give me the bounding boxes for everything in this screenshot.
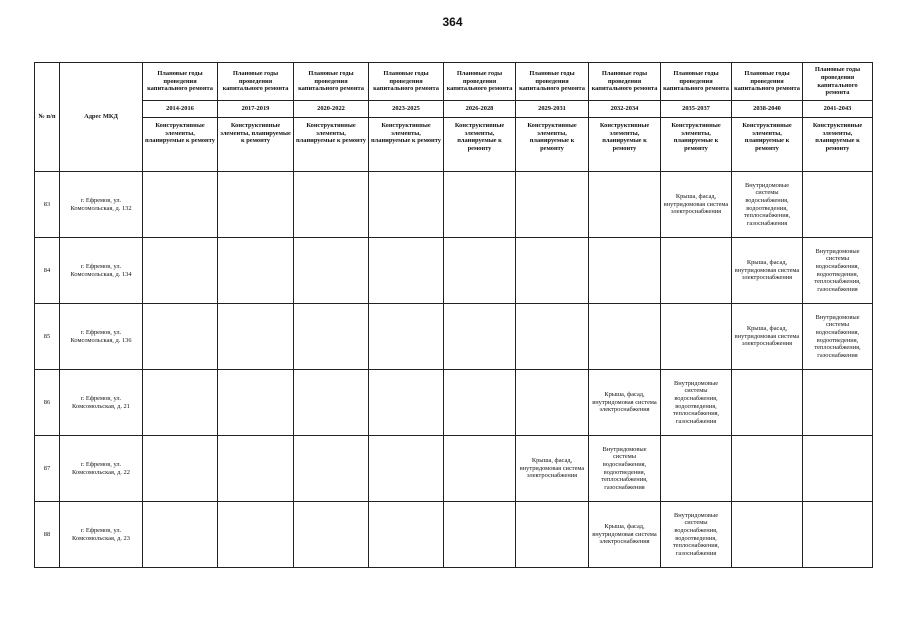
plan-cell [803, 502, 873, 568]
header-period: 2038-2040 [732, 101, 803, 118]
plan-cell [444, 238, 516, 304]
row-number: 85 [35, 304, 60, 370]
row-number: 83 [35, 172, 60, 238]
plan-cell [444, 304, 516, 370]
plan-cell: Крыша, фасад, внутридомовая система электроснабжения [589, 502, 661, 568]
header-years-label: Плановые годы проведения капитального ремонта [732, 63, 803, 101]
header-row-elements [35, 118, 873, 172]
plan-cell [589, 172, 661, 238]
plan-cell [218, 172, 294, 238]
header-period: 2041-2043 [803, 101, 873, 118]
row-address: г. Ефремов, ул. Комсомольская, д. 22 [60, 436, 143, 502]
header-period: 2026-2028 [444, 101, 516, 118]
table-row [35, 172, 873, 238]
plan-cell [218, 502, 294, 568]
plan-cell [143, 502, 218, 568]
plan-cell [218, 238, 294, 304]
plan-cell [516, 502, 589, 568]
plan-cell: Внутридомовые системы водоснабжения, водоотведения, теплоснабжения, газоснабжения [661, 370, 732, 436]
plan-cell [444, 436, 516, 502]
plan-cell [218, 370, 294, 436]
row-number: 84 [35, 238, 60, 304]
header-elements: Конструктивные элементы, планируемые к ремонту [294, 118, 369, 172]
row-number: 87 [35, 436, 60, 502]
header-years-label: Плановые годы проведения капитального ремонта [444, 63, 516, 101]
plan-cell [294, 304, 369, 370]
table-row [35, 436, 873, 502]
plan-cell [369, 436, 444, 502]
row-address: г. Ефремов, ул. Комсомольская, д. 132 [60, 172, 143, 238]
plan-cell [661, 304, 732, 370]
plan-cell [143, 436, 218, 502]
row-number: 86 [35, 370, 60, 436]
table-row [35, 502, 873, 568]
header-period: 2023-2025 [369, 101, 444, 118]
header-elements: Конструктивные элементы, планируемые к ремонту [143, 118, 218, 172]
header-years-label: Плановые годы проведения капитального ремонта [589, 63, 661, 101]
plan-cell [589, 238, 661, 304]
row-address: г. Ефремов, ул. Комсомольская, д. 134 [60, 238, 143, 304]
header-address: Адрес МКД [60, 63, 143, 172]
plan-cell [143, 304, 218, 370]
table-row [35, 370, 873, 436]
header-num: № п/п [35, 63, 60, 172]
plan-cell [803, 436, 873, 502]
plan-cell [589, 304, 661, 370]
plan-cell [218, 436, 294, 502]
header-period: 2014-2016 [143, 101, 218, 118]
plan-cell: Крыша, фасад, внутридомовая система электроснабжения [732, 238, 803, 304]
header-period: 2032-2034 [589, 101, 661, 118]
header-elements: Конструктивные элементы, планируемые к ремонту [444, 118, 516, 172]
plan-cell [661, 238, 732, 304]
row-number: 88 [35, 502, 60, 568]
plan-cell [369, 502, 444, 568]
plan-cell: Внутридомовые системы водоснабжения, водоотведения, теплоснабжения, газоснабжения [732, 172, 803, 238]
header-row-periods [35, 101, 873, 118]
header-elements: Конструктивные элементы, планируемые к ремонту [516, 118, 589, 172]
plan-cell [516, 172, 589, 238]
header-elements: Конструктивные элементы, планируемые к ремонту [589, 118, 661, 172]
header-period: 2020-2022 [294, 101, 369, 118]
header-elements: Конструктивные элементы, планируемые к ремонту [732, 118, 803, 172]
row-address: г. Ефремов, ул. Комсомольская, д. 136 [60, 304, 143, 370]
header-years-label: Плановые годы проведения капитального ремонта [369, 63, 444, 101]
plan-cell: Крыша, фасад, внутридомовая система электроснабжения [661, 172, 732, 238]
table-row [35, 304, 873, 370]
plan-cell [294, 502, 369, 568]
plan-cell [294, 172, 369, 238]
table-row [35, 238, 873, 304]
plan-cell: Внутридомовые системы водоснабжения, водоотведения, теплоснабжения, газоснабжения [803, 238, 873, 304]
capital-repair-plan-table [34, 62, 873, 568]
plan-cell [444, 502, 516, 568]
page-number: 364 [442, 15, 463, 29]
header-period: 2017-2019 [218, 101, 294, 118]
header-years-label: Плановые годы проведения капитального ремонта [803, 63, 873, 101]
plan-cell [218, 304, 294, 370]
header-years-label: Плановые годы проведения капитального ремонта [294, 63, 369, 101]
header-years-label: Плановые годы проведения капитального ремонта [218, 63, 294, 101]
header-elements: Конструктивные элементы, планируемые к ремонту [661, 118, 732, 172]
plan-cell [732, 370, 803, 436]
plan-cell [516, 304, 589, 370]
plan-cell [294, 238, 369, 304]
row-address: г. Ефремов, ул. Комсомольская, д. 21 [60, 370, 143, 436]
plan-cell [294, 370, 369, 436]
plan-cell [516, 238, 589, 304]
header-elements: Конструктивные элементы, планируемые к ремонту [803, 118, 873, 172]
plan-cell [369, 172, 444, 238]
header-period: 2035-2037 [661, 101, 732, 118]
row-address: г. Ефремов, ул. Комсомольская, д. 23 [60, 502, 143, 568]
plan-cell [444, 370, 516, 436]
plan-cell [369, 238, 444, 304]
plan-cell: Крыша, фасад, внутридомовая система электроснабжения [732, 304, 803, 370]
plan-cell [661, 436, 732, 502]
header-elements: Конструктивные элементы, планируемые к ремонту [218, 118, 294, 172]
plan-cell [516, 370, 589, 436]
plan-cell: Внутридомовые системы водоснабжения, водоотведения, теплоснабжения, газоснабжения [661, 502, 732, 568]
plan-cell: Внутридомовые системы водоснабжения, водоотведения, теплоснабжения, газоснабжения [803, 304, 873, 370]
plan-cell [732, 436, 803, 502]
plan-cell: Крыша, фасад, внутридомовая система электроснабжения [516, 436, 589, 502]
plan-cell: Крыша, фасад, внутридомовая система электроснабжения [589, 370, 661, 436]
header-row-years [35, 63, 873, 101]
header-elements: Конструктивные элементы, планируемые к ремонту [369, 118, 444, 172]
plan-cell [444, 172, 516, 238]
plan-cell [369, 304, 444, 370]
plan-cell [803, 172, 873, 238]
header-years-label: Плановые годы проведения капитального ремонта [661, 63, 732, 101]
header-period: 2029-2031 [516, 101, 589, 118]
plan-cell [143, 370, 218, 436]
header-years-label: Плановые годы проведения капитального ремонта [516, 63, 589, 101]
plan-cell [143, 238, 218, 304]
plan-cell [294, 436, 369, 502]
plan-cell [143, 172, 218, 238]
plan-cell: Внутридомовые системы водоснабжения, водоотведения, теплоснабжения, газоснабжения [589, 436, 661, 502]
plan-cell [732, 502, 803, 568]
plan-cell [369, 370, 444, 436]
header-years-label: Плановые годы проведения капитального ремонта [143, 63, 218, 101]
plan-cell [803, 370, 873, 436]
